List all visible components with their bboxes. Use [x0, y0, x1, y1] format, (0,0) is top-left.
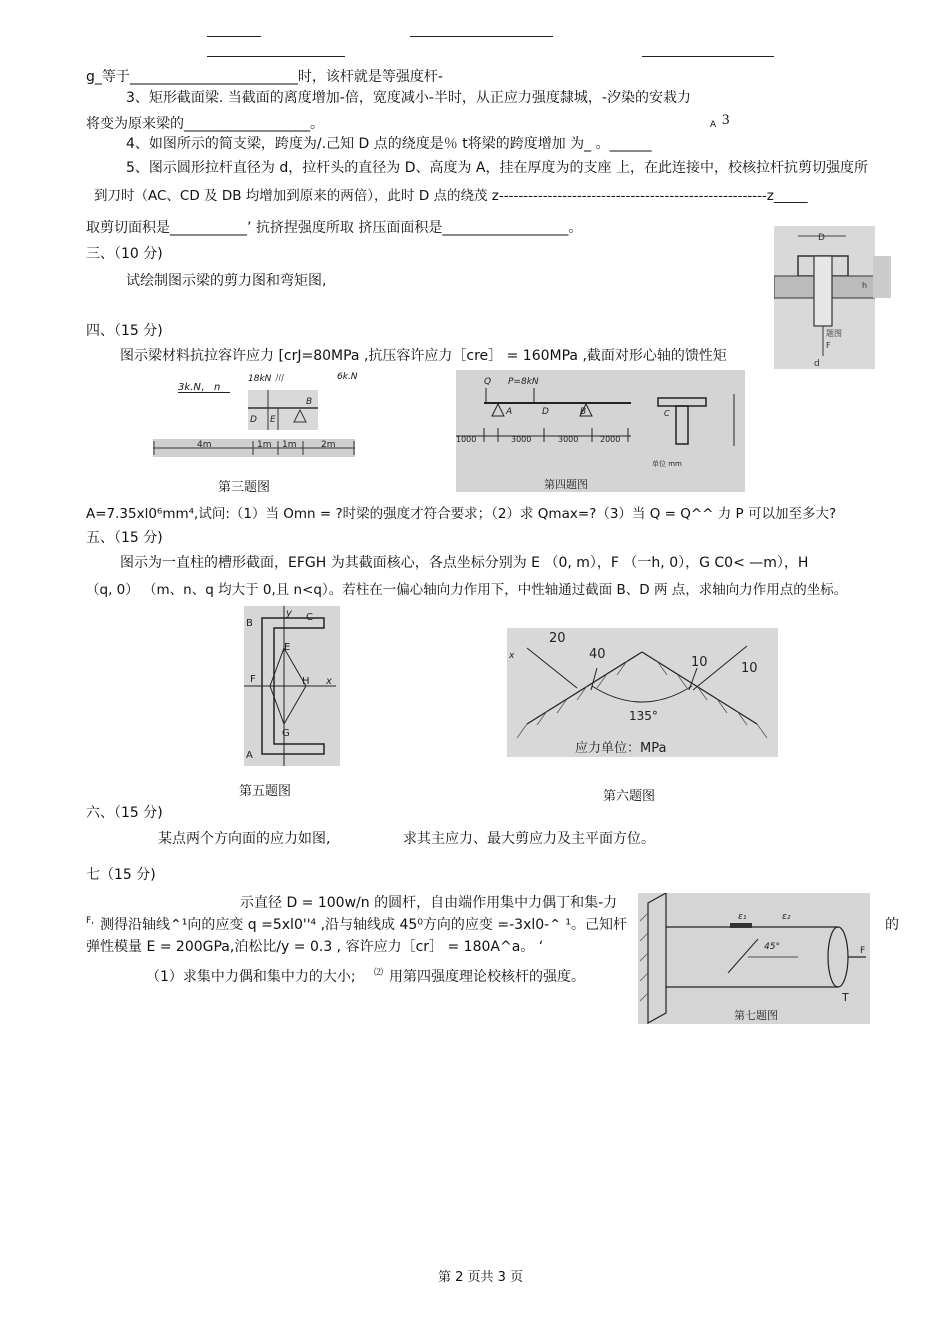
fig4-dim-2: 3000 [511, 435, 532, 444]
section-3-body: 试绘制图示梁的剪力图和弯矩图, [126, 273, 327, 289]
fig4-B: B [580, 407, 587, 417]
blank-line-2 [410, 36, 553, 37]
text-line-3-num: 3 [722, 112, 730, 128]
fig4-P: P=8kN [508, 377, 539, 387]
section-7-line-3: 弹性模量 E = 200GPa,泊松比/y = 0.3 , 容许应力［cr］ = 180A^a。 ‘ [86, 939, 544, 955]
fig6 [507, 628, 778, 757]
section-4-question: A=7.35xl0⁶mm⁴,试问:（1）当 Omn = ?时梁的强度才符合要求；（2）求 Qmax=?（3）当 Q = Q^^ 力 P 可以加至多大? [86, 506, 837, 522]
fig6-caption: 第六题图 [603, 789, 656, 804]
section-5-body-2: （q, 0） （m、n、q 均大于 0,且 n<q）。若柱在一偏心轴向力作用下，中性轴通过截面 B、D 两 点，求轴向力作用点的坐标。 [86, 582, 848, 598]
fig6-v10a: 10 [691, 655, 708, 670]
page-footer: 第 2 页共 3 页 [438, 1270, 524, 1285]
fig5-B: B [246, 618, 253, 629]
fig5-G: G [282, 728, 290, 739]
section-7-line-1: 示直径 D = 100w/n 的圆杆，自由端作用集中力偶丁和集-力 [240, 895, 618, 911]
blank-line-3 [207, 56, 345, 57]
text-line-3: 将变为原来梁的__________________。 [86, 116, 324, 132]
fig7-angle: 45° [764, 942, 780, 952]
figure-pull-rod [774, 226, 875, 369]
fig3-dimension-bar [153, 439, 355, 457]
fig4-dim-3: 3000 [558, 435, 579, 444]
fig3-B: B [306, 397, 313, 407]
text-line-2: 3、矩形截面梁. 当截面的离度增加-倍，宽度减小-半时，从正应力强度隸城，-汐染的安栽力 [126, 90, 691, 106]
fig5-F: F [250, 674, 256, 685]
text-line-3-sub: A [710, 120, 717, 130]
fig4-Q: Q [484, 377, 492, 387]
fig6-v20: 20 [549, 631, 566, 646]
fig5 [244, 606, 340, 766]
section-7-line-4b: ⑵ [374, 968, 384, 978]
section-6-body-b: 求其主应力、最大剪应力及主平面方位。 [403, 831, 655, 847]
fig3-beam-detail [248, 390, 318, 430]
fig4-A: A [506, 407, 513, 417]
fig7-e2: ε₂ [782, 912, 791, 922]
fig3-label-mid: 18kN 川 [248, 374, 284, 384]
text-line-5: 5、图示圆形拉杆直径为 d，拉杆头的直径为 D、高度为 A，挂在厚度为的支座 上，在此连接中，校核拉杆抗剪切强度所 [126, 160, 868, 176]
fig7-e1: ε₁ [738, 912, 747, 922]
figure-pull-rod-d: d [814, 359, 820, 369]
section-7-line-2: 测得沿轴线⌃¹向的应变 q =5xl0''⁴ ,沿与轴线成 45⁰方向的应变 =-3xl0-⌃ ¹。己知杆 [100, 917, 628, 933]
text-line-7: 取剪切面积是___________’ 抗挤捏强度所取 挤压面面积是__________________。 [86, 220, 583, 236]
section-6-body-a: 某点两个方向面的应力如图, [158, 831, 331, 847]
fig4-C: C [664, 409, 670, 418]
text-line-1: g_等于________________________时，该杆就是等强度杆- [86, 69, 443, 85]
fig6-v40: 40 [589, 647, 606, 662]
fig5-caption: 第五题图 [239, 784, 292, 799]
section-7-line-4c: 用第四强度理论校核杆的强度。 [389, 969, 585, 985]
fig3-label-right: 6k.N [337, 372, 358, 382]
fig4-caption: 第四题图 [544, 478, 588, 491]
fig3-dim-1: 4m [197, 440, 212, 450]
section-7-line-2-prefix: F, [86, 916, 95, 926]
fig5-x: x [326, 676, 332, 687]
blank-line-1 [207, 36, 261, 37]
fig4-dim-1: 1000 [456, 435, 477, 444]
fig7 [638, 893, 870, 1024]
fig5-C: C [306, 612, 313, 623]
fig7-T: T [842, 991, 849, 1004]
fig3-dim-2: 1m [257, 440, 272, 450]
figure-pull-rod-D: D [818, 233, 825, 243]
figure-pull-rod-side [873, 256, 891, 298]
fig3-label-left: 3k.N， n [178, 382, 221, 393]
fig5-E: E [284, 642, 291, 653]
fig3-caption: 第三题图 [218, 480, 271, 495]
section-6-heading: 六、（15 分) [86, 805, 163, 821]
section-7-heading: 七（15 分) [86, 867, 156, 883]
fig3-D: D [250, 415, 257, 425]
fig5-H: H [302, 676, 310, 687]
section-5-body-1: 图示为一直柱的槽形截面，EFGH 为其截面核心，各点坐标分别为 E （0, m），F （一h, 0），G C0< —m），H [120, 555, 809, 571]
fig3-E: E [270, 415, 276, 425]
figure-pull-rod-h: h [862, 281, 868, 290]
text-line-4: 4、如图所示的简支梁，跨度为/.己知 D 点的绕度是％ t将梁的跨度增加 为_ 。______ [126, 136, 652, 152]
fig4-unit: 单位 mm [652, 460, 682, 468]
section-5-heading: 五、（15 分) [86, 530, 163, 546]
fig3-dim-4: 2m [321, 440, 336, 450]
fig6-unit: 应力单位：MPa [575, 741, 667, 756]
fig3-dim-3: 1m [282, 440, 297, 450]
blank-line-4 [642, 56, 774, 57]
fig3-label-left-line [178, 392, 230, 393]
fig7-caption: 第七题图 [734, 1009, 778, 1022]
section-7-line-2-end: 的 [885, 917, 899, 933]
fig4-D: D [542, 407, 549, 417]
section-7-line-4a: （1）求集中力偶和集中力的大小; [146, 969, 356, 985]
text-line-6: 到刀时（AC、CD 及 DB 均增加到原来的两倍），此时 D 点的绕茂 z-------------------------------------------------------z_____ [94, 188, 808, 204]
fig6-angle: 135° [629, 709, 658, 723]
fig5-A: A [246, 750, 253, 761]
fig6-v10b: 10 [741, 661, 758, 676]
section-3-heading: 三、（10 分) [86, 246, 163, 262]
fig4-dim-4: 2000 [600, 435, 621, 444]
fig6-x: x [509, 651, 515, 661]
fig5-y: y [286, 608, 292, 619]
section-4-heading: 四、（15 分) [86, 323, 163, 339]
section-4-body: 图示梁材料抗拉容许应力 [crJ=80MPa ,抗压容许应力［cre］ = 160MPa ,截面对形心轴的馈性矩 [120, 348, 727, 364]
fig7-F: F [860, 946, 866, 956]
fig4 [456, 370, 745, 492]
figure-pull-rod-caption: 题图 [826, 329, 842, 338]
figure-pull-rod-F: F [826, 341, 831, 350]
